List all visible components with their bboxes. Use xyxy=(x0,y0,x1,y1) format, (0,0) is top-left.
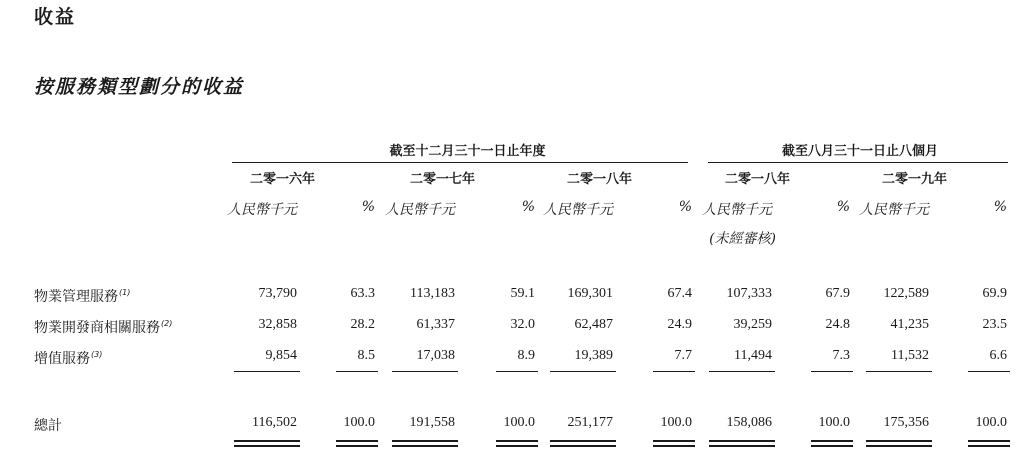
subtotal-rule xyxy=(968,371,1010,372)
table-cell: 8.5 xyxy=(357,348,375,363)
total-double-rule xyxy=(866,440,932,447)
total-double-rule xyxy=(550,440,616,447)
table-cell: 19,389 xyxy=(574,348,613,363)
footnote-ref: (3) xyxy=(91,350,103,359)
total-double-rule xyxy=(392,440,458,447)
total-cell: 100.0 xyxy=(818,415,850,430)
total-double-rule xyxy=(336,440,378,447)
row-label xyxy=(34,286,130,306)
table-cell: 7.7 xyxy=(674,348,692,363)
year-header: 二零一八年 xyxy=(566,172,632,187)
total-cell: 100.0 xyxy=(343,415,375,430)
percent-header: % xyxy=(993,199,1007,215)
unit-header: 人民幣千元 xyxy=(385,202,455,218)
percent-header: % xyxy=(836,199,850,215)
table-cell: 113,183 xyxy=(410,286,455,301)
unit-header: 人民幣千元 xyxy=(859,202,929,218)
percent-header: % xyxy=(678,199,692,215)
table-cell: 39,259 xyxy=(733,317,772,332)
row-label xyxy=(34,348,102,368)
table-cell: 122,589 xyxy=(883,286,929,301)
total-double-rule xyxy=(496,440,538,447)
table-cell: 32.0 xyxy=(510,317,535,332)
table-cell: 24.8 xyxy=(825,317,850,332)
footnote-ref: (1) xyxy=(119,288,131,297)
table-cell: 107,333 xyxy=(726,286,772,301)
subtotal-rule xyxy=(392,371,458,372)
row-label-text: 物業管理服務 xyxy=(34,289,118,305)
subtotal-rule xyxy=(709,371,775,372)
footnote-ref: (2) xyxy=(161,319,173,328)
total-cell: 100.0 xyxy=(975,415,1007,430)
table-cell: 41,235 xyxy=(890,317,929,332)
table-cell: 61,337 xyxy=(416,317,455,332)
row-label-text: 增值服務 xyxy=(34,351,90,367)
table-cell: 28.2 xyxy=(350,317,375,332)
subtotal-rule xyxy=(336,371,378,372)
table-cell: 63.3 xyxy=(350,286,375,301)
table-cell: 23.5 xyxy=(982,317,1007,332)
table-cell: 9,854 xyxy=(265,348,297,363)
table-cell: 32,858 xyxy=(258,317,297,332)
subtotal-rule xyxy=(653,371,695,372)
table-cell: 17,038 xyxy=(416,348,455,363)
table-cell: 73,790 xyxy=(258,286,297,301)
group-header-eight-months: 截至八月三十一日止八個月 xyxy=(781,144,938,159)
total-label: 總計 xyxy=(34,418,62,434)
total-cell: 175,356 xyxy=(883,415,929,430)
group-header-rule xyxy=(708,162,1008,163)
year-header: 二零一九年 xyxy=(881,172,947,187)
group-header-year-ended: 截至十二月三十一日止年度 xyxy=(389,144,546,159)
subtotal-rule xyxy=(550,371,616,372)
table-cell: 11,494 xyxy=(734,348,772,363)
total-cell: 191,558 xyxy=(409,415,455,430)
total-cell: 100.0 xyxy=(503,415,535,430)
group-header-rule xyxy=(232,162,688,163)
unit-header: 人民幣千元 xyxy=(702,202,772,218)
total-double-rule xyxy=(811,440,853,447)
table-cell: 67.4 xyxy=(667,286,692,301)
table-cell: 24.9 xyxy=(667,317,692,332)
table-cell: 69.9 xyxy=(982,286,1007,301)
table-cell: 6.6 xyxy=(989,348,1007,363)
table-cell: 67.9 xyxy=(825,286,850,301)
total-cell: 158,086 xyxy=(726,415,772,430)
percent-header: % xyxy=(521,199,535,215)
row-label xyxy=(34,317,172,337)
table-cell: 8.9 xyxy=(517,348,535,363)
year-header: 二零一八年 xyxy=(724,172,790,187)
table-cell: 62,487 xyxy=(574,317,613,332)
total-double-rule xyxy=(968,440,1010,447)
row-label-text: 物業開發商相關服務 xyxy=(34,320,160,336)
subtotal-rule xyxy=(811,371,853,372)
unaudited-note: (未經審核) xyxy=(709,231,776,247)
total-cell: 116,502 xyxy=(252,415,297,430)
table-cell: 169,301 xyxy=(567,286,613,301)
table-cell: 7.3 xyxy=(832,348,850,363)
total-double-rule xyxy=(653,440,695,447)
table-cell: 11,532 xyxy=(891,348,929,363)
subtotal-rule xyxy=(866,371,932,372)
table-cell: 59.1 xyxy=(510,286,535,301)
section-subtitle: 按服務類型劃分的收益 xyxy=(34,76,245,98)
subtotal-rule xyxy=(234,371,300,372)
unit-header: 人民幣千元 xyxy=(227,202,297,218)
year-header: 二零一七年 xyxy=(409,172,475,187)
total-double-rule xyxy=(709,440,775,447)
percent-header: % xyxy=(361,199,375,215)
page-title: 收益 xyxy=(34,6,77,28)
total-cell: 251,177 xyxy=(567,415,613,430)
year-header: 二零一六年 xyxy=(249,172,315,187)
unit-header: 人民幣千元 xyxy=(543,202,613,218)
total-cell: 100.0 xyxy=(660,415,692,430)
total-double-rule xyxy=(234,440,300,447)
subtotal-rule xyxy=(496,371,538,372)
